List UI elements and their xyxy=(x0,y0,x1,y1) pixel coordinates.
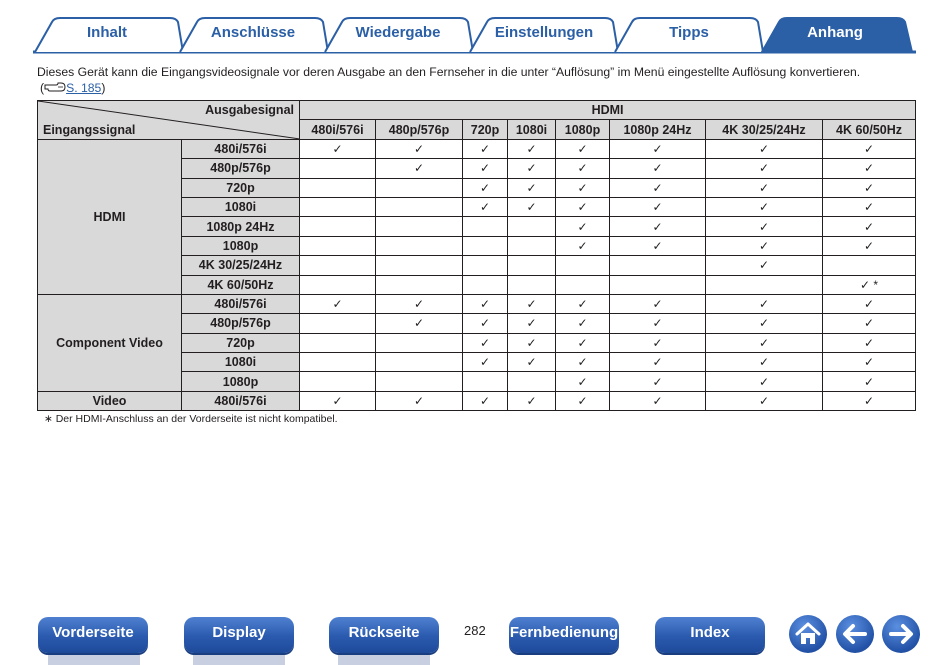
ref-close-paren: ) xyxy=(101,81,106,95)
compat-cell xyxy=(610,256,706,275)
compat-cell: ✓ xyxy=(610,372,706,391)
compat-cell: ✓ xyxy=(556,217,610,236)
compat-cell: ✓ xyxy=(610,294,706,313)
compat-cell: ✓ xyxy=(706,197,823,216)
page-number: 282 xyxy=(464,623,486,638)
tab-anhang[interactable]: Anhang xyxy=(807,24,863,41)
forward-arrow-icon xyxy=(882,615,920,653)
compat-cell: ✓ xyxy=(376,391,463,410)
compat-cell: ✓ xyxy=(706,159,823,178)
compat-cell xyxy=(376,178,463,197)
input-resolution: 1080i xyxy=(182,197,300,216)
compat-cell xyxy=(376,256,463,275)
input-resolution: 480p/576p xyxy=(182,159,300,178)
input-resolution: 480i/576i xyxy=(182,139,300,158)
compat-cell xyxy=(463,217,508,236)
compat-cell xyxy=(376,372,463,391)
compat-cell xyxy=(508,372,556,391)
compat-cell: ✓ xyxy=(300,139,376,158)
compat-cell: ✓ xyxy=(610,217,706,236)
intro-text: Dieses Gerät kann die Eingangsvideosignale vor deren Ausgabe an den Fernseher in die unter “Auflösung” im Menü eingestellte Auflösung konvertieren. xyxy=(37,65,861,79)
compat-cell: ✓ xyxy=(508,139,556,158)
compat-cell xyxy=(376,333,463,352)
compat-cell xyxy=(463,372,508,391)
output-group-header: HDMI xyxy=(300,101,916,120)
compat-cell xyxy=(823,256,916,275)
back-button[interactable] xyxy=(836,615,874,653)
compat-cell: ✓ xyxy=(706,256,823,275)
compat-cell: ✓ xyxy=(556,353,610,372)
compat-cell xyxy=(556,256,610,275)
compat-cell xyxy=(376,197,463,216)
compat-cell: ✓ xyxy=(376,294,463,313)
compat-cell xyxy=(508,236,556,255)
compat-cell: ✓ xyxy=(610,333,706,352)
nav-vorderseite-button[interactable]: Vorderseite xyxy=(38,617,148,653)
compat-cell: ✓ xyxy=(706,294,823,313)
column-header: 720p xyxy=(463,120,508,139)
input-group-label: Component Video xyxy=(38,294,182,391)
compat-cell xyxy=(300,197,376,216)
compat-cell: ✓ xyxy=(556,139,610,158)
input-resolution: 720p xyxy=(182,333,300,352)
compat-cell xyxy=(508,275,556,294)
compat-cell: ✓ xyxy=(706,178,823,197)
page-reference-link[interactable]: S. 185 xyxy=(66,81,102,95)
input-resolution: 1080i xyxy=(182,353,300,372)
tab-bar xyxy=(0,0,950,56)
compat-cell: ✓ xyxy=(300,391,376,410)
column-header: 1080p 24Hz xyxy=(610,120,706,139)
compat-cell xyxy=(300,353,376,372)
input-resolution: 480p/576p xyxy=(182,314,300,333)
compat-cell xyxy=(300,256,376,275)
tab-einstellungen[interactable]: Einstellungen xyxy=(494,24,594,41)
output-signal-label: Ausgabesignal xyxy=(205,103,294,117)
compat-cell: ✓ xyxy=(706,139,823,158)
compat-cell: ✓ xyxy=(508,197,556,216)
input-resolution: 4K 30/25/24Hz xyxy=(182,256,300,275)
compat-cell: ✓ xyxy=(463,333,508,352)
compat-cell: ✓ xyxy=(376,139,463,158)
column-header: 1080p xyxy=(556,120,610,139)
input-group-label: HDMI xyxy=(38,139,182,294)
compat-cell: ✓ xyxy=(463,178,508,197)
compat-cell xyxy=(463,256,508,275)
compat-cell: ✓ xyxy=(508,391,556,410)
compat-cell: ✓ * xyxy=(823,275,916,294)
compat-cell: ✓ xyxy=(823,333,916,352)
compat-cell xyxy=(706,275,823,294)
compat-cell: ✓ xyxy=(706,217,823,236)
compat-cell: ✓ xyxy=(556,159,610,178)
table-row xyxy=(38,294,916,313)
compat-cell: ✓ xyxy=(556,178,610,197)
compat-cell: ✓ xyxy=(376,159,463,178)
compat-cell: ✓ xyxy=(706,236,823,255)
compat-cell: ✓ xyxy=(823,314,916,333)
column-header: 4K 30/25/24Hz xyxy=(706,120,823,139)
compat-cell: ✓ xyxy=(610,178,706,197)
column-header: 4K 60/50Hz xyxy=(823,120,916,139)
compat-cell: ✓ xyxy=(463,353,508,372)
tab-inhalt[interactable]: Inhalt xyxy=(87,24,127,41)
input-resolution: 4K 60/50Hz xyxy=(182,275,300,294)
compat-cell: ✓ xyxy=(508,159,556,178)
footnote: ∗ Der HDMI-Anschluss an der Vorderseite ist nicht kompatibel. xyxy=(44,413,338,425)
compat-cell: ✓ xyxy=(823,294,916,313)
compat-cell: ✓ xyxy=(823,217,916,236)
compat-cell: ✓ xyxy=(508,333,556,352)
compat-cell: ✓ xyxy=(556,314,610,333)
input-resolution: 1080p xyxy=(182,236,300,255)
input-signal-label: Eingangssignal xyxy=(43,122,136,137)
compat-cell: ✓ xyxy=(610,139,706,158)
back-arrow-icon xyxy=(836,615,874,653)
compat-cell xyxy=(610,275,706,294)
hand-pointer-icon xyxy=(44,81,66,93)
compat-cell: ✓ xyxy=(300,294,376,313)
page-reference xyxy=(40,81,105,95)
input-resolution: 1080p 24Hz xyxy=(182,217,300,236)
forward-button[interactable] xyxy=(882,615,920,653)
compat-cell xyxy=(300,372,376,391)
compat-cell: ✓ xyxy=(823,236,916,255)
column-header: 480i/576i xyxy=(300,120,376,139)
compat-cell xyxy=(300,275,376,294)
compat-cell: ✓ xyxy=(463,197,508,216)
compat-cell: ✓ xyxy=(556,391,610,410)
compat-cell: ✓ xyxy=(463,139,508,158)
input-resolution: 1080p xyxy=(182,372,300,391)
nav-fernbedienung-button[interactable]: Fernbedienung xyxy=(509,617,619,653)
compat-cell: ✓ xyxy=(556,333,610,352)
compat-cell: ✓ xyxy=(556,372,610,391)
home-icon xyxy=(789,615,827,653)
compat-cell: ✓ xyxy=(508,178,556,197)
compat-cell xyxy=(376,217,463,236)
nav-shadow xyxy=(193,653,285,665)
compat-cell: ✓ xyxy=(823,159,916,178)
nav-rueckseite-button[interactable]: Rückseite xyxy=(329,617,439,653)
compat-cell: ✓ xyxy=(610,353,706,372)
tab-anschluesse[interactable]: Anschlüsse xyxy=(210,24,296,41)
compat-cell: ✓ xyxy=(463,391,508,410)
compat-cell xyxy=(300,314,376,333)
compat-cell xyxy=(508,217,556,236)
tab-tipps[interactable]: Tipps xyxy=(669,24,709,41)
compat-cell: ✓ xyxy=(823,353,916,372)
tab-wiedergabe[interactable]: Wiedergabe xyxy=(355,24,441,41)
compat-cell: ✓ xyxy=(610,159,706,178)
compat-cell: ✓ xyxy=(463,314,508,333)
compat-cell: ✓ xyxy=(508,314,556,333)
signal-conversion-table xyxy=(37,100,916,411)
compat-cell: ✓ xyxy=(823,139,916,158)
nav-shadow xyxy=(338,653,430,665)
compat-cell: ✓ xyxy=(610,314,706,333)
compat-cell xyxy=(508,256,556,275)
compat-cell xyxy=(300,178,376,197)
compat-cell: ✓ xyxy=(508,294,556,313)
table-corner-header xyxy=(38,101,300,140)
table-row xyxy=(38,391,916,410)
compat-cell: ✓ xyxy=(556,236,610,255)
compat-cell xyxy=(300,217,376,236)
compat-cell: ✓ xyxy=(556,294,610,313)
compat-cell: ✓ xyxy=(463,294,508,313)
compat-cell: ✓ xyxy=(706,333,823,352)
nav-display-button[interactable]: Display xyxy=(184,617,294,653)
home-button[interactable] xyxy=(789,615,827,653)
compat-cell: ✓ xyxy=(706,314,823,333)
compat-cell: ✓ xyxy=(508,353,556,372)
nav-shadow xyxy=(48,653,140,665)
compat-cell: ✓ xyxy=(823,197,916,216)
column-header: 480p/576p xyxy=(376,120,463,139)
compat-cell: ✓ xyxy=(610,236,706,255)
input-resolution: 480i/576i xyxy=(182,391,300,410)
compat-cell: ✓ xyxy=(556,197,610,216)
compat-cell: ✓ xyxy=(823,178,916,197)
compat-cell: ✓ xyxy=(823,372,916,391)
table-row xyxy=(38,139,916,158)
compat-cell: ✓ xyxy=(376,314,463,333)
compat-cell: ✓ xyxy=(610,197,706,216)
ref-open-paren: ( xyxy=(40,81,45,95)
compat-cell xyxy=(376,275,463,294)
compat-cell: ✓ xyxy=(463,159,508,178)
input-group-label: Video xyxy=(38,391,182,410)
compat-cell xyxy=(463,275,508,294)
compat-cell: ✓ xyxy=(823,391,916,410)
compat-cell xyxy=(376,353,463,372)
compat-cell xyxy=(300,333,376,352)
compat-cell: ✓ xyxy=(706,353,823,372)
compat-cell: ✓ xyxy=(706,372,823,391)
compat-cell xyxy=(300,236,376,255)
compat-cell xyxy=(300,159,376,178)
input-resolution: 480i/576i xyxy=(182,294,300,313)
compat-cell xyxy=(376,236,463,255)
input-resolution: 720p xyxy=(182,178,300,197)
compat-cell: ✓ xyxy=(706,391,823,410)
intro-paragraph xyxy=(37,64,917,96)
compat-cell: ✓ xyxy=(610,391,706,410)
compat-cell xyxy=(556,275,610,294)
compat-cell xyxy=(463,236,508,255)
nav-index-button[interactable]: Index xyxy=(655,617,765,653)
column-header: 1080i xyxy=(508,120,556,139)
